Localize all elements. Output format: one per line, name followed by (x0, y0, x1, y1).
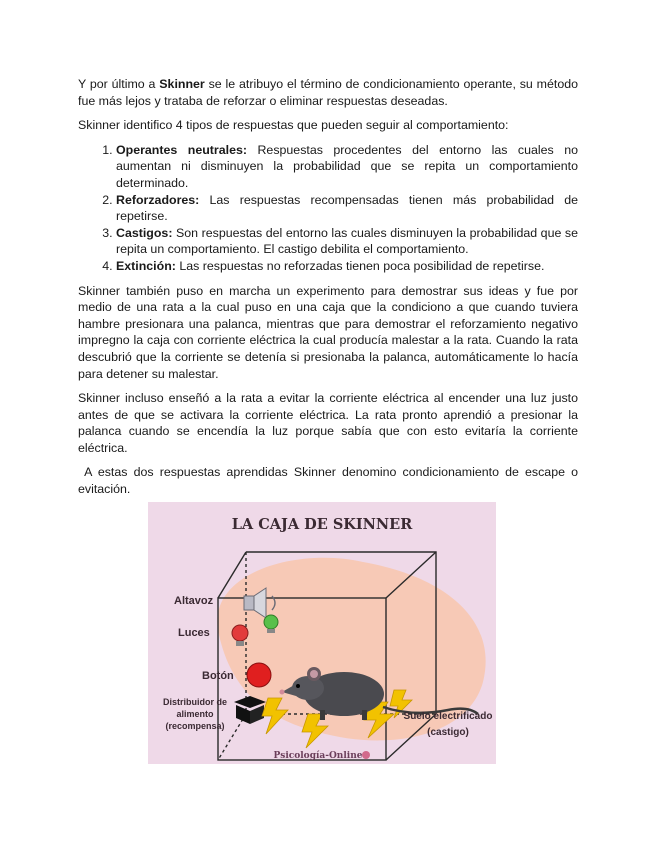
list-item-term: Extinción: (116, 258, 176, 273)
label-distribuidor-line2: alimento (176, 709, 214, 719)
label-distribuidor-line1: Distribuidor de (162, 697, 228, 707)
list-item (116, 142, 578, 192)
label-luces: Luces (178, 627, 210, 639)
food-dispenser-icon (234, 696, 266, 724)
skinner-name: Skinner (159, 77, 205, 91)
list-item (116, 225, 578, 258)
label-altavoz: Altavoz (174, 595, 214, 607)
conclusion-paragraph: A estas dos respuestas aprendidas Skinner denomino condicionamiento de escape o evitación. (78, 465, 582, 497)
list-item-term: Operantes neutrales: (116, 142, 247, 157)
watermark-text: Psicología-Online (273, 751, 363, 761)
list-item-text: Respuestas procedentes del entorno las cuales no aumentan ni disminuyen la probabilidad que se repita un comportamiento determinado. (116, 142, 578, 190)
list-item-term: Castigos: (116, 225, 173, 240)
intro-text-start: Y por último a (78, 77, 160, 91)
list-item-term: Reforzadores: (116, 192, 200, 207)
list-item-text: Las respuestas recompensadas tienen más probabilidad de repetirse. (116, 192, 578, 224)
skinner-box-figure (148, 502, 496, 764)
label-suelo-line2: (castigo) (427, 727, 469, 738)
label-suelo-line1: Suelo electrificado (403, 711, 493, 722)
skinner-box-illustration (148, 502, 496, 764)
list-item-text: Las respuestas no reforzadas tienen poca posibilidad de repetirse. (175, 258, 545, 273)
list-item (116, 192, 578, 225)
experiment-paragraph: Skinner también puso en marcha un experimento para demostrar sus ideas y fue por medio de una rata a la cual puso en una caja que la condiciono a que cuando tuviera hambre presionara una palanca, mientras que para demostrar el reforzamiento negativo impregno la caja con corriente eléctrica la cual producía malestar a la rata. Cuando la rata descubrió que la corriente se detenía si presionaba la palanca, automáticamente lo hacía para detener su malestar. (78, 283, 578, 381)
list-item-text: Son respuestas del entorno las cuales disminuyen la probabilidad que se repita un comportamiento. El castigo debilita el comportamiento. (116, 225, 578, 257)
figure-title: LA CAJA DE SKINNER (231, 516, 413, 533)
label-boton: Botón (202, 670, 234, 682)
types-intro-paragraph: Skinner identifico 4 tipos de respuestas que pueden seguir al comportamiento: (78, 118, 509, 133)
intro-paragraph (78, 76, 578, 109)
brain-logo-icon (362, 751, 370, 759)
intro-text-end: se le atribuyo el término de condicionamiento operante, su método fue más lejos y trataba de reforzar o eliminar respuestas deseadas. (78, 77, 578, 108)
label-distribuidor-line3: (recompensa) (165, 721, 225, 731)
response-types-list (78, 142, 578, 275)
button-icon (247, 663, 271, 687)
light-paragraph: Skinner incluso enseñó a la rata a evitar la corriente eléctrica al encender una luz justo antes de que se activara la corriente eléctrica. La rata pronto aprendió a presionar la palanca cuando se encendía la luz porque sabía que con esto evitaría la corriente eléctrica. (78, 391, 578, 455)
document-body (78, 76, 582, 506)
list-item (116, 258, 578, 275)
